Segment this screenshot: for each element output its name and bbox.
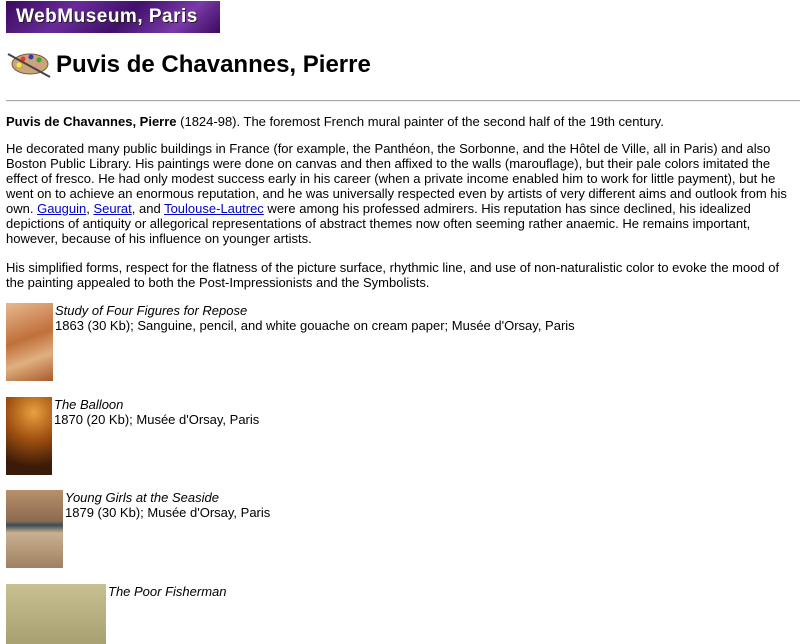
palette-icon [6, 50, 52, 80]
page-header [6, 50, 371, 80]
sep: , [86, 201, 94, 216]
link-toulouse-lautrec[interactable]: Toulouse-Lautrec [164, 201, 264, 216]
work-title: The Poor Fisherman [108, 584, 227, 599]
intro-paragraph [6, 114, 796, 129]
intro-text: (1824-98). The foremost French mural painter of the second half of the 19th century. [176, 114, 664, 129]
work-title: Young Girls at the Seaside [65, 490, 219, 505]
artist-name: Puvis de Chavannes, Pierre [6, 114, 177, 129]
bio-text: were among his professed admirers. His reputation has since declined, his idealized depictions of antiquity or allegorical representations of abstract themes now often seeming rather anaemic. He remains important, however, because of his influence on younger artists. [6, 201, 751, 246]
work-item [6, 303, 575, 381]
work-title: The Balloon [54, 397, 124, 412]
thumbnail-study-four-figures[interactable] [6, 303, 53, 381]
thumbnail-poor-fisherman[interactable] [6, 584, 106, 644]
biography-paragraph [6, 141, 796, 246]
thumbnail-the-balloon[interactable] [6, 397, 52, 475]
thumbnail-young-girls-seaside[interactable] [6, 490, 63, 568]
work-item [6, 490, 270, 568]
work-info: 1870 (20 Kb); Musée d'Orsay, Paris [54, 412, 260, 427]
webmuseum-banner-link[interactable]: WebMuseum, Paris [6, 1, 220, 33]
work-info: 1879 (30 Kb); Musée d'Orsay, Paris [65, 505, 271, 520]
work-info: 1863 (30 Kb); Sanguine, pencil, and white gouache on cream paper; Musée d'Orsay, Paris [55, 318, 575, 333]
work-item [6, 397, 259, 475]
style-paragraph: His simplified forms, respect for the flatness of the picture surface, rhythmic line, and use of non-naturalistic color to evoke the mood of the painting appealed to both the Post-Impressionists and the Symbolists. [6, 260, 780, 290]
link-gauguin[interactable]: Gauguin [37, 201, 87, 216]
bio-text: He decorated many public buildings in France (for example, the Panthéon, the Sorbonne, and the Hôtel de Ville, all in Paris) and also Boston Public Library. His paintings were done on canvas and then affixed to the walls (marouflage), but their pale colors imitated the effect of fresco. He had only modest success early in his career (when a private income enabled him to work for little payment), but he went on to achieve an enormous reputation, and he was universally respected even by artists of very different aims and outlook from his own. [6, 141, 787, 216]
page-title: Puvis de Chavannes, Pierre [56, 51, 371, 78]
divider [6, 100, 800, 102]
link-seurat[interactable]: Seurat [93, 201, 132, 216]
work-item [6, 584, 227, 644]
sep: , and [131, 201, 165, 216]
work-title: Study of Four Figures for Repose [55, 303, 248, 318]
